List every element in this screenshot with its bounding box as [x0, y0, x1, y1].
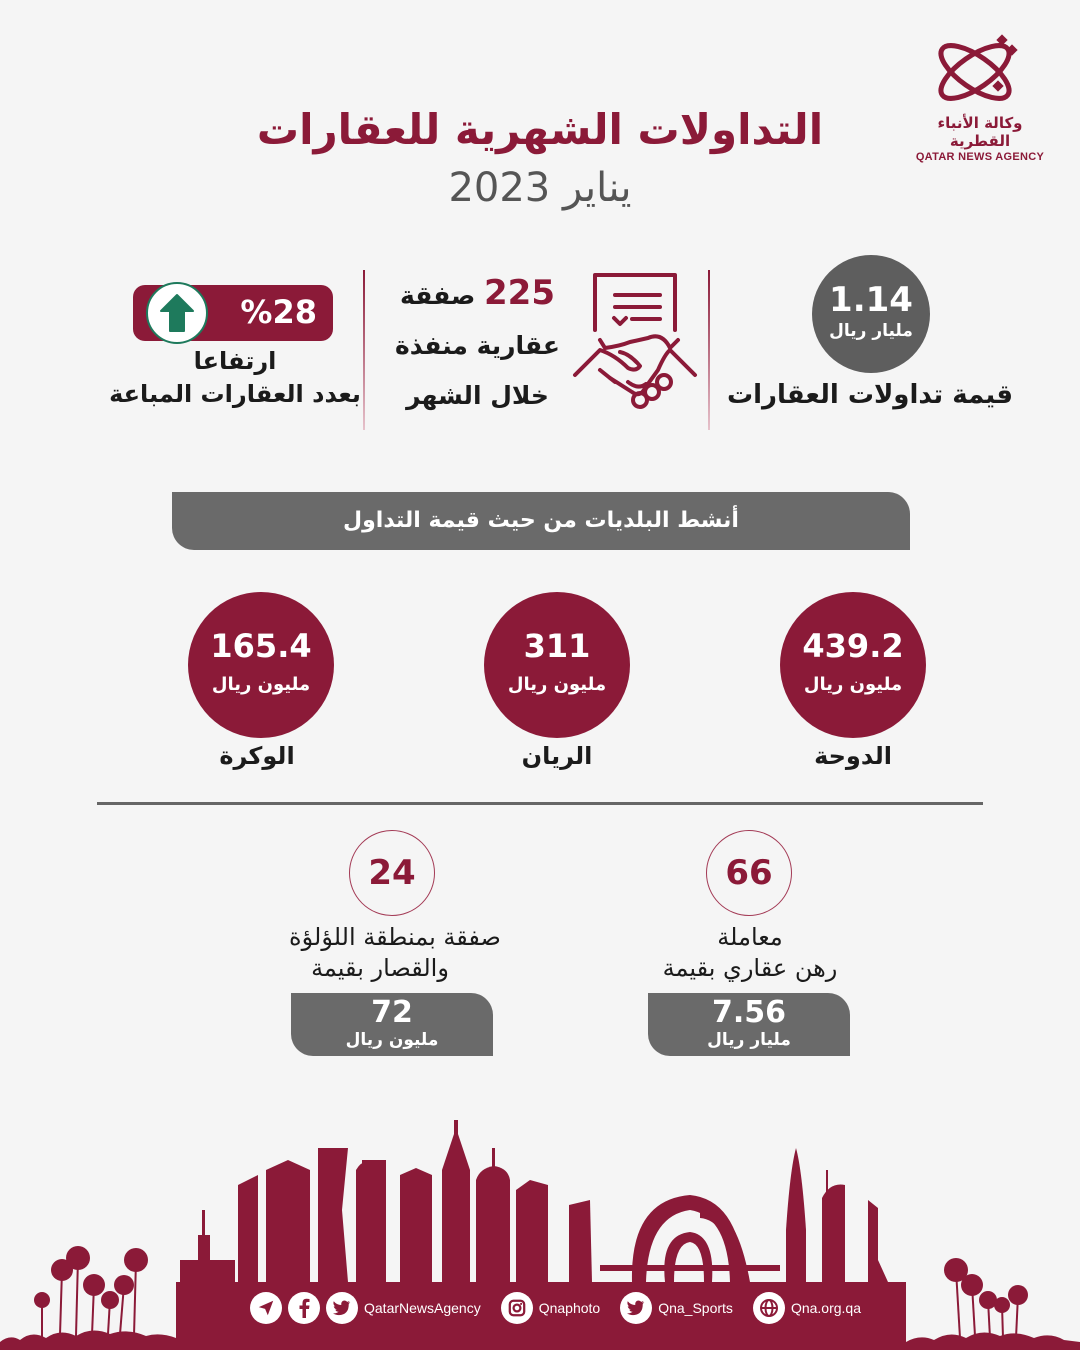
twitter-icon[interactable]: [620, 1292, 652, 1324]
globe-icon[interactable]: [753, 1292, 785, 1324]
pearl-line2: والقصار بقيمة: [311, 954, 449, 982]
divider: [708, 270, 710, 430]
section-divider: [97, 802, 983, 805]
social-links: [250, 1290, 861, 1326]
page-subtitle: يناير 2023: [448, 165, 632, 211]
mortgage-value-box: [648, 993, 850, 1056]
deals-block: [385, 268, 570, 421]
deals-line3: خلال الشهر: [406, 381, 549, 410]
trading-value-label: قيمة تداولات العقارات: [726, 380, 1014, 410]
arrow-up-icon: [146, 282, 208, 344]
social-handle-sports[interactable]: Qna_Sports: [658, 1300, 733, 1316]
municipality-name-doha: الدوحة: [814, 742, 892, 770]
trading-value-circle: [812, 255, 930, 373]
website-link[interactable]: Qna.org.qa: [790, 1300, 861, 1316]
municipality-unit: مليون ريال: [507, 674, 607, 695]
municipality-value: 439.2: [802, 627, 904, 665]
municipality-circle-rayyan: [484, 592, 630, 738]
pearl-value: 72: [371, 995, 413, 1030]
municipality-value: 311: [523, 627, 591, 665]
telegram-icon[interactable]: [250, 1292, 282, 1324]
deals-count: 225: [484, 273, 555, 313]
trading-value: 1.14: [829, 280, 913, 320]
municipality-value: 165.4: [210, 627, 312, 665]
logo-name-en: QATAR NEWS AGENCY: [915, 151, 1045, 163]
growth-percent: %28: [240, 293, 317, 331]
municipality-circle-doha: [780, 592, 926, 738]
mortgage-value: 7.56: [711, 995, 787, 1030]
municipality-name-rayyan: الريان: [521, 742, 593, 770]
municipality-unit: مليون ريال: [803, 674, 903, 695]
municipality-name-wakra: الوكرة: [219, 742, 295, 770]
growth-line2: بعدد العقارات المباعة: [109, 380, 361, 408]
facebook-icon[interactable]: [288, 1292, 320, 1324]
pearl-count-circle: 24: [349, 830, 435, 916]
deals-word: صفقة: [399, 281, 476, 310]
page-title: التداولات الشهرية للعقارات: [256, 105, 824, 154]
deals-line2: عقارية منفذة: [395, 331, 560, 360]
handshake-contract-icon: [570, 270, 700, 430]
mortgage-unit: مليار ريال: [707, 1030, 791, 1050]
social-handle-main[interactable]: QatarNewsAgency: [364, 1300, 481, 1316]
trading-value-unit: مليار ريال: [829, 321, 913, 341]
mortgage-line1: معاملة: [717, 923, 783, 951]
logo-name-ar: وكالة الأنباء القطرية: [937, 114, 1023, 150]
municipality-circle-wakra: [188, 592, 334, 738]
social-handle-photo[interactable]: Qnaphoto: [538, 1300, 601, 1316]
municipalities-banner: أنشط البلديات من حيث قيمة التداول: [172, 492, 910, 550]
twitter-icon[interactable]: [326, 1292, 358, 1324]
pearl-line1: صفقة بمنطقة اللؤلؤة: [289, 923, 501, 951]
deals-line1: [385, 268, 570, 321]
pearl-value-box: [291, 993, 493, 1056]
mortgage-line2: رهن عقاري بقيمة: [662, 954, 838, 982]
qna-logo-icon: [930, 30, 1030, 110]
instagram-icon[interactable]: [501, 1292, 533, 1324]
pearl-unit: مليون ريال: [345, 1030, 439, 1050]
municipality-unit: مليون ريال: [211, 674, 311, 695]
mortgage-count-circle: 66: [706, 830, 792, 916]
growth-line1: ارتفاعا: [193, 347, 277, 375]
